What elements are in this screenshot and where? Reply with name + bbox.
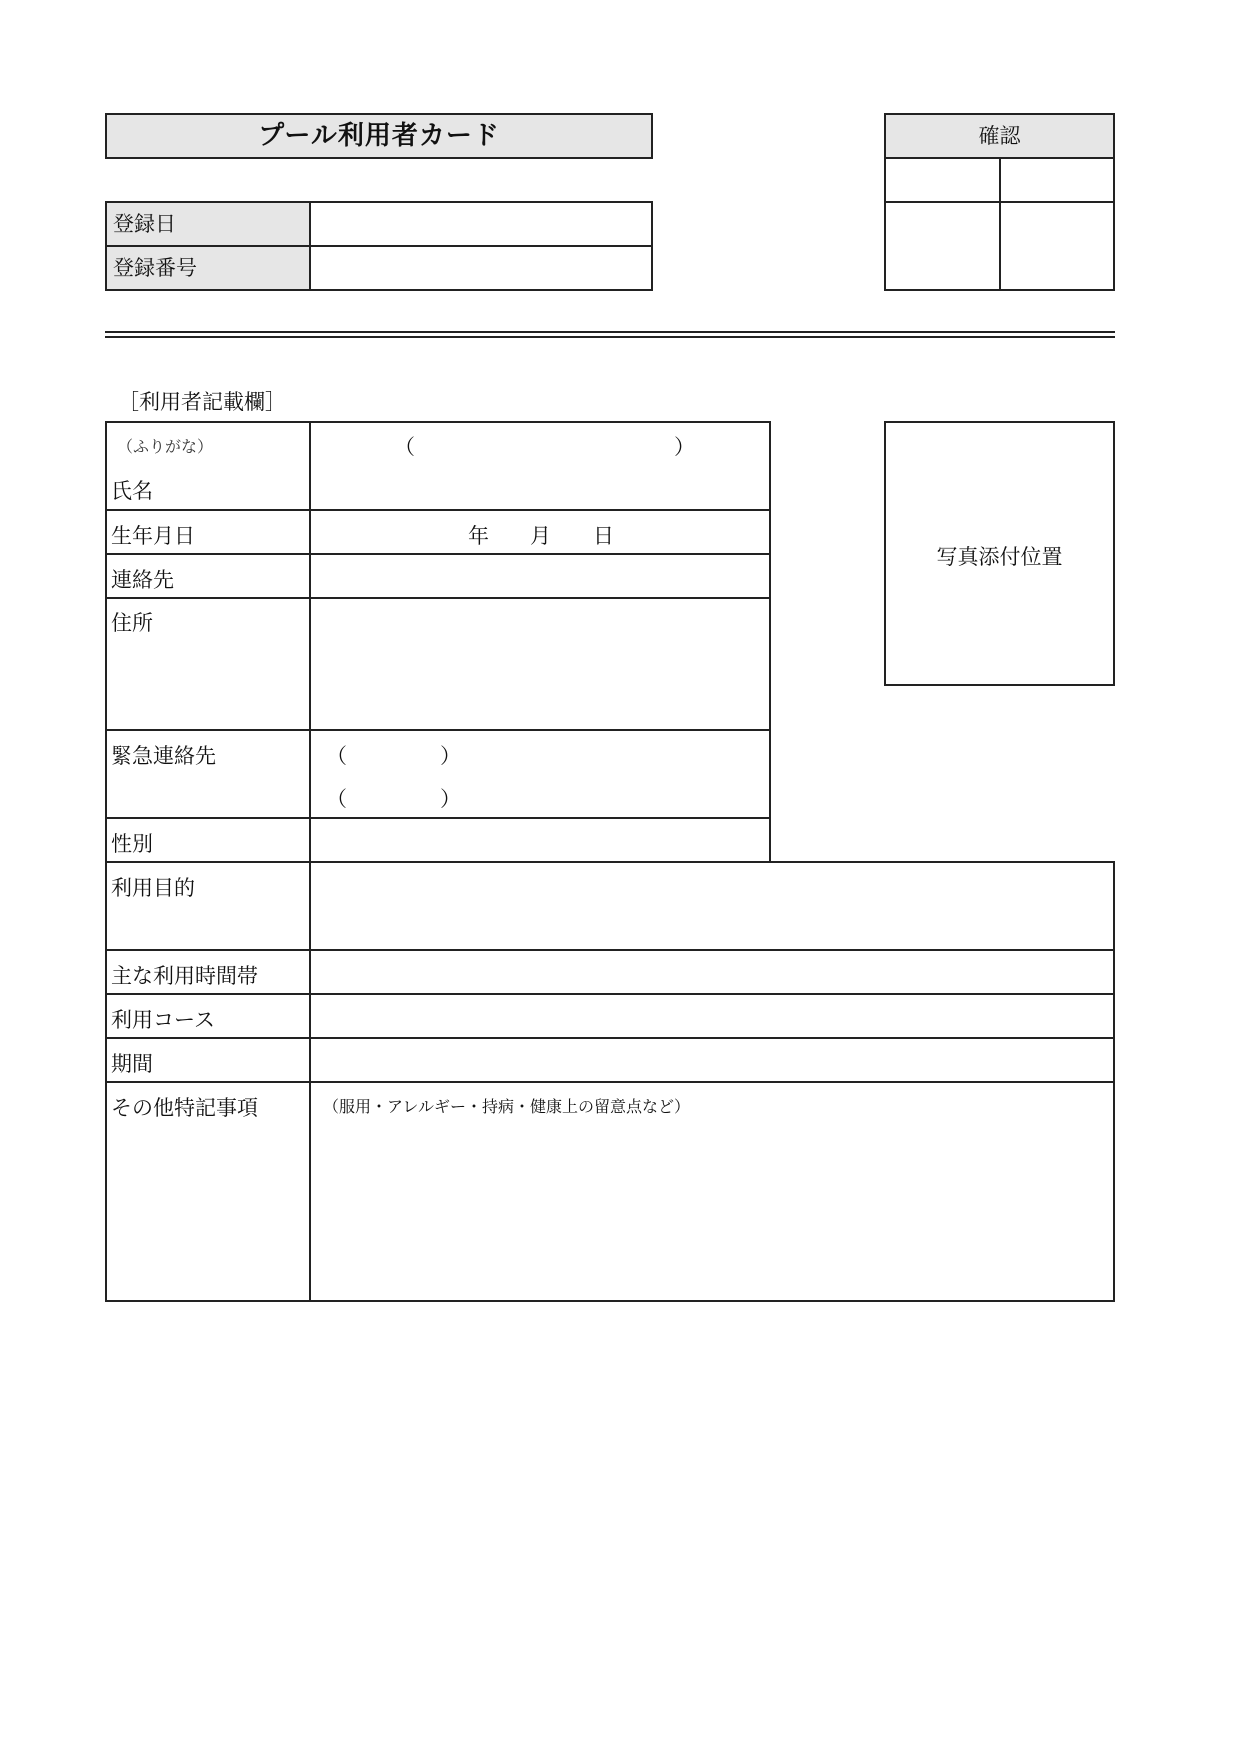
registration-date-field[interactable]	[309, 201, 653, 247]
registration-number-label: 登録番号	[105, 245, 311, 291]
birth-year-unit: 年	[468, 524, 489, 548]
confirm-cell-4[interactable]	[1001, 203, 1113, 289]
emergency-paren-open-1: （	[326, 744, 347, 768]
page-title: プール利用者カード	[105, 113, 653, 159]
period-label: 期間	[111, 1052, 153, 1076]
registration-date-label: 登録日	[105, 201, 311, 247]
purpose-label: 利用目的	[111, 876, 195, 900]
confirm-cell-3[interactable]	[886, 203, 998, 289]
divider-double-top	[105, 331, 1115, 333]
name-field[interactable]	[311, 423, 769, 507]
contact-label: 連絡先	[111, 568, 174, 592]
time-slot-field[interactable]	[311, 951, 1113, 991]
other-notes-label: その他特記事項	[111, 1096, 258, 1120]
emergency-contact-label: 緊急連絡先	[111, 744, 216, 768]
address-label: 住所	[111, 611, 153, 635]
contact-field[interactable]	[311, 555, 769, 595]
confirm-cell-1[interactable]	[886, 159, 998, 200]
emergency-paren-close-2: ）	[440, 787, 461, 811]
address-field[interactable]	[311, 599, 769, 727]
emergency-paren-open-2: （	[326, 787, 347, 811]
section-label: ［利用者記載欄］	[118, 390, 286, 414]
divider-double-bottom	[105, 336, 1115, 338]
period-field[interactable]	[311, 1039, 1113, 1079]
birthdate-field[interactable]	[311, 511, 769, 551]
furigana-paren-close: ）	[674, 435, 695, 459]
name-label: 氏名	[111, 479, 153, 503]
confirm-cell-2[interactable]	[1001, 159, 1113, 200]
birth-day-unit: 日	[593, 524, 614, 548]
emergency-contact-field[interactable]	[311, 731, 769, 815]
purpose-field[interactable]	[311, 863, 1113, 947]
confirm-header: 確認	[884, 113, 1115, 159]
furigana-paren-open: （	[394, 435, 415, 459]
time-slot-label: 主な利用時間帯	[111, 964, 258, 988]
emergency-paren-close-1: ）	[440, 744, 461, 768]
course-label: 利用コース	[111, 1008, 215, 1032]
birth-month-unit: 月	[530, 524, 551, 548]
other-notes-field[interactable]	[311, 1083, 1113, 1300]
course-field[interactable]	[311, 995, 1113, 1035]
registration-number-field[interactable]	[309, 245, 653, 291]
birthdate-label: 生年月日	[111, 524, 195, 548]
gender-label: 性別	[111, 832, 153, 856]
photo-label: 写真添付位置	[936, 545, 1063, 569]
other-notes-hint: （服用・アレルギー・持病・健康上の留意点など）	[323, 1097, 690, 1116]
furigana-label: （ふりがな）	[117, 437, 214, 456]
gender-field[interactable]	[311, 819, 769, 859]
